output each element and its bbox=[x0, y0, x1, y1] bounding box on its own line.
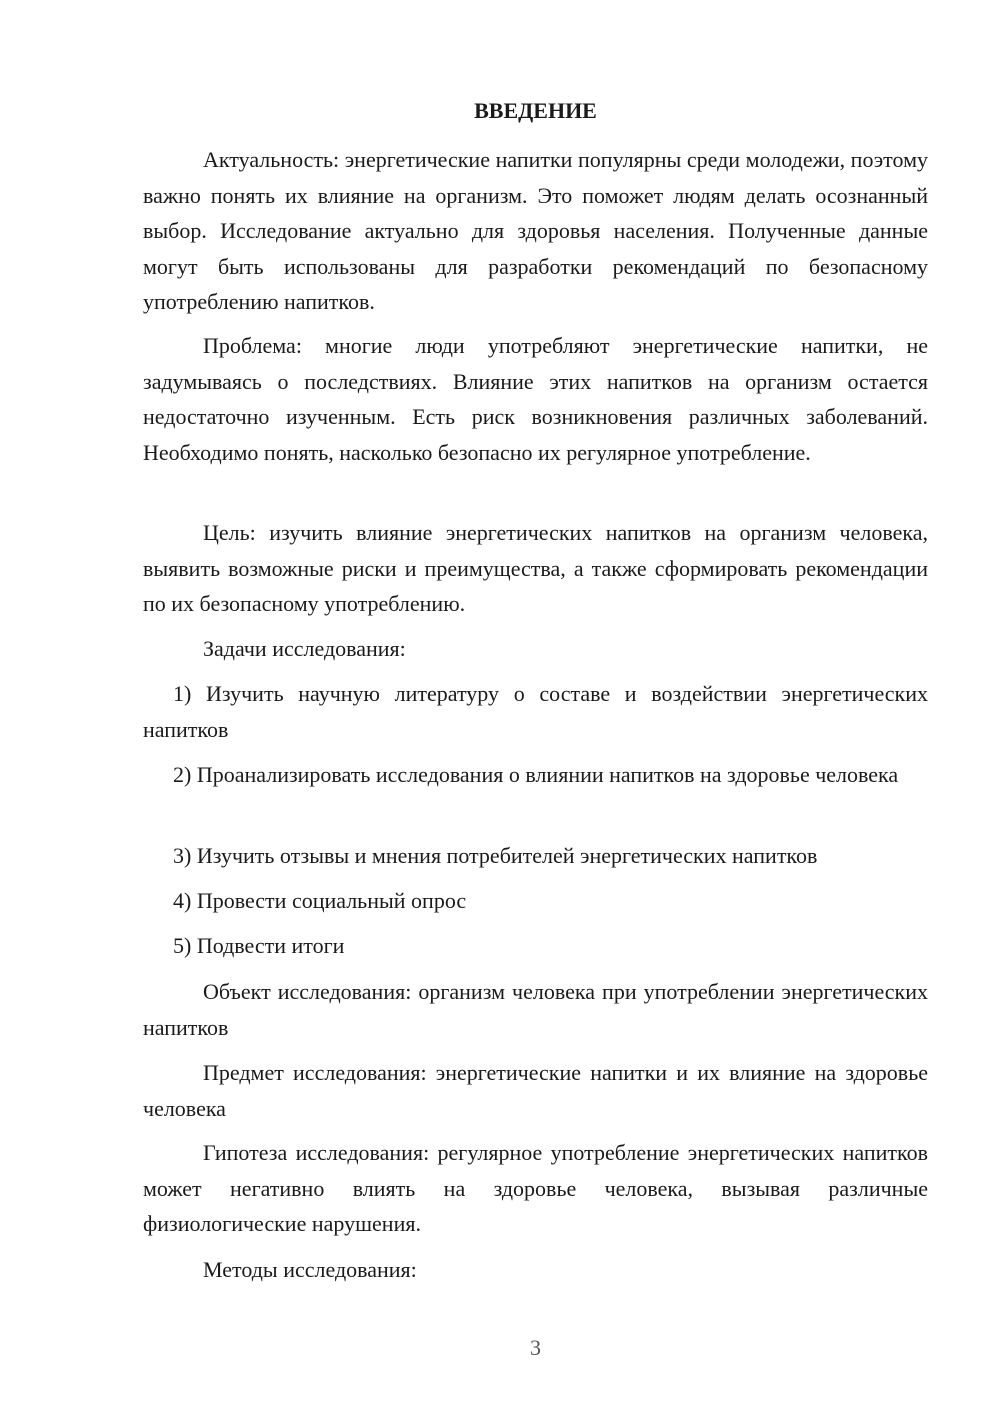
tasks-heading: Задачи исследования: bbox=[203, 636, 406, 661]
task-item-3: 3) Изучить отзывы и мнения потребителей энергетических напитков bbox=[173, 843, 818, 868]
paragraph-hypothesis: Гипотеза исследования: регулярное употребление энергетических напитков может негативно влиять на здоровье человека, вызывая различные физиологические нарушения. bbox=[143, 1140, 928, 1236]
page-number: 3 bbox=[530, 1335, 541, 1360]
methods-heading: Методы исследования: bbox=[203, 1257, 417, 1282]
paragraph-subject: Предмет исследования: энергетические напитки и их влияние на здоровье человека bbox=[143, 1060, 928, 1121]
task-item-4: 4) Провести социальный опрос bbox=[173, 888, 467, 913]
task-item-2: 2) Проанализировать исследования о влиянии напитков на здоровье человека bbox=[173, 762, 899, 787]
paragraph-goal: Цель: изучить влияние энергетических напитков на организм человека, выявить возможные риски и преимущества, а также сформировать рекомендации по их безопасному употреблению. bbox=[143, 520, 928, 616]
task-item-5: 5) Подвести итоги bbox=[173, 933, 345, 958]
paragraph-object: Объект исследования: организм человека при употреблении энергетических напитков bbox=[143, 979, 928, 1040]
paragraph-problem: Проблема: многие люди употребляют энергетические напитки, не задумываясь о последствиях. Влияние этих напитков на организм остается недостаточно изученным. Есть риск возникновения различных заболеваний. Необходимо понять, насколько безопасно их регулярное употребление. bbox=[143, 333, 928, 465]
paragraph-relevance: Актуальность: энергетические напитки популярны среди молодежи, поэтому важно понять их влияние на организм. Это поможет людям делать осознанный выбор. Исследование актуально для здоровья населения. Полученные данные могут быть использованы для разработки рекомендаций по безопасному употреблению напитков. bbox=[143, 147, 928, 314]
document-page bbox=[143, 0, 928, 1414]
task-item-1: 1) Изучить научную литературу о составе и воздействии энергетических напитков bbox=[143, 681, 928, 742]
section-title: ВВЕДЕНИЕ bbox=[474, 98, 597, 123]
